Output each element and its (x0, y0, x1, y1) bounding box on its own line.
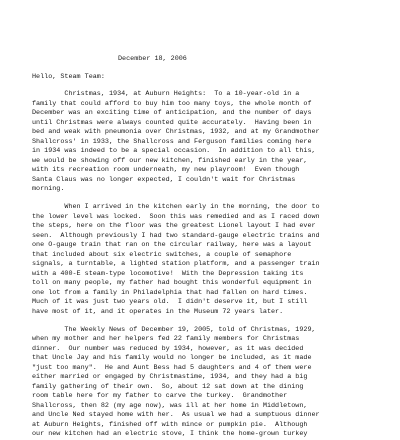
text-line: bed and weak with pneumonia over Christmas, 1932, and at my Grandmother (32, 128, 320, 136)
text-line: at Auburn Heights, finished off with mince or pumpkin pie. Although (32, 420, 308, 429)
text-line: with a 400-E steam-type locomotive! With the Depression taking its (32, 269, 304, 278)
text-line: Shallcross, then 82 (my age now), was ill at her home in Middletown, (32, 401, 308, 410)
text-line: one lot from a family in Philadelphia that had fallen on hard times. (32, 288, 308, 297)
text-line: room table here for my father to carve the turkey. Grandmother (32, 392, 288, 400)
text-line: until Christmas were always counted quite accurately. Having been in (32, 118, 312, 127)
text-line: dinner. Our number was reduced by 1934, however, as it was decided (32, 344, 304, 353)
text-line: The Weekly News of December 19, 2005, told of Christmas, 1929, (32, 325, 316, 334)
text-line: with its recreation room underneath, my new playroom! Even though (32, 166, 300, 174)
text-line: Shallcross' in 1933, the Shallcross and Ferguson families coming here (32, 137, 312, 146)
text-line: our new kitchen had an electric stove, I think the home-grown turkey (32, 430, 308, 438)
text-line: when my mother and her helpers fed 22 family members for Christmas (32, 335, 300, 343)
text-line: the steps, here on the floor was the greatest Lionel layout I had ever (32, 222, 316, 230)
text-line: that Uncle Jay and his family would no longer be included, as it made (32, 354, 312, 362)
text-line: we would be showing off our new kitchen, finished early in the year, (32, 156, 308, 165)
text-line: Much of it was just two years old. I didn't deserve it, but I still (32, 298, 308, 306)
text-line: family that could afford to buy him too many toys, the whole month of (32, 99, 312, 108)
text-line: signals, a turntable, a lighted station platform, and a passenger train (32, 260, 320, 268)
text-line: Santa Claus was no longer expected, I couldn't wait for Christmas (32, 175, 296, 184)
text-line: Christmas, 1934, at Auburn Heights: To a 10-year-old in a (32, 90, 300, 98)
text-line: the lower level was locked. Soon this was remedied and as I raced down (32, 212, 320, 221)
text-line: and Uncle Ned stayed home with her. As usual we had a sumptuous dinner (32, 411, 320, 419)
text-line: seen. Although previously I had two standard-gauge electric trains and (32, 231, 320, 240)
text-line: morning. (32, 185, 65, 193)
text-line: family gathering of their own. So, about 12 sat down at the dining (32, 382, 304, 391)
text-line: have most of it, and it operates in the Museum 72 years later. (32, 307, 284, 316)
text-line: When I arrived in the kitchen early in the morning, the door to (32, 203, 320, 211)
text-line: either married or engaged by Christmastime, 1934, and they had a big (32, 373, 308, 381)
salutation: Hello, Steam Team: (32, 73, 105, 81)
text-line: "just too many". He and Aunt Bess had 5 daughters and 4 of them were (32, 363, 312, 372)
text-line: in 1934 was indeed to be a special occasion. In addition to all this, (32, 147, 316, 155)
text-line: that included about six electric switches, a couple of semaphore (32, 250, 292, 259)
text-line: December was an exciting time of anticipation, and the number of days (32, 109, 312, 117)
text-line: one O-gauge train that ran on the circular railway, here was a layout (32, 241, 312, 249)
text-line: toll on many people, my father had bought this wonderful equipment in (32, 279, 312, 287)
letter-date: December 18, 2006 (118, 55, 187, 63)
